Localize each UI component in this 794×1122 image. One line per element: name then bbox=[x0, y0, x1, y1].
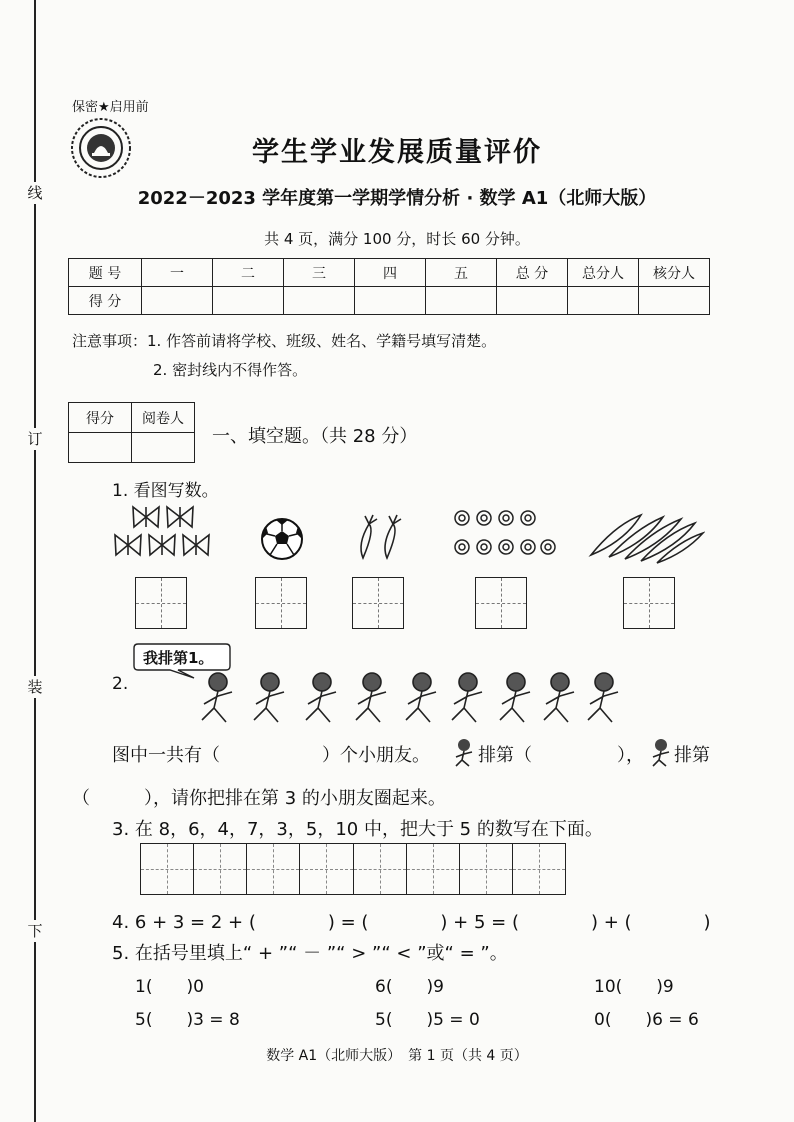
q5-item: 1( )0 bbox=[135, 977, 204, 997]
score-table-header-row bbox=[69, 259, 710, 287]
score-header-cell: 三 bbox=[284, 259, 355, 287]
running-child-icon bbox=[202, 673, 232, 722]
q2-line1-d: ）， bbox=[617, 745, 644, 766]
margin-label-zhuang: 装 bbox=[27, 678, 43, 696]
score-header-cell: 四 bbox=[355, 259, 426, 287]
score-input-cell[interactable] bbox=[142, 287, 213, 315]
score-header-cell: 总分人 bbox=[568, 259, 639, 287]
secret-mark: 保密★启用前 bbox=[72, 100, 149, 115]
grader-name-cell[interactable] bbox=[132, 433, 195, 463]
score-row-label: 得 分 bbox=[69, 287, 142, 315]
q4-text: 4. 6 + 3 = 2 + ( ) = ( ) + 5 = ( ) + ( ) bbox=[112, 912, 711, 933]
running-kids-illustration bbox=[196, 668, 636, 730]
q1-answer-box[interactable] bbox=[255, 577, 307, 629]
score-input-cell[interactable] bbox=[426, 287, 497, 315]
score-input-cell[interactable] bbox=[284, 287, 355, 315]
score-table bbox=[68, 258, 710, 315]
q1-answer-box[interactable] bbox=[475, 577, 527, 629]
q2-line1-e: 排第 bbox=[674, 745, 710, 766]
score-input-cell[interactable] bbox=[213, 287, 284, 315]
speech-bubble-text: 我排第1。 bbox=[143, 649, 214, 667]
running-child-icon bbox=[452, 673, 482, 722]
q3-grid-cell[interactable] bbox=[141, 844, 194, 894]
q5-item: 6( )9 bbox=[375, 977, 444, 997]
score-header-cell: 总 分 bbox=[497, 259, 568, 287]
exam-title: 学生学业发展质量评价 bbox=[252, 137, 542, 168]
q3-grid-cell[interactable] bbox=[460, 844, 513, 894]
score-input-cell[interactable] bbox=[497, 287, 568, 315]
q3-grid-cell[interactable] bbox=[247, 844, 300, 894]
score-input-cell[interactable] bbox=[639, 287, 710, 315]
q3-grid-cell[interactable] bbox=[300, 844, 353, 894]
q5-item: 5( )5 = 0 bbox=[375, 1010, 480, 1030]
q2-line1-a: 图中一共有（ bbox=[112, 745, 220, 766]
q3-grid-cell[interactable] bbox=[513, 844, 565, 894]
score-header-cell: 核分人 bbox=[639, 259, 710, 287]
grader-name-label: 阅卷人 bbox=[132, 403, 195, 433]
margin-label-xian: 线 bbox=[27, 184, 43, 202]
q2-line2: （ ），请你把排在第 3 的小朋友圈起来。 bbox=[72, 788, 446, 809]
running-child-icon bbox=[544, 673, 574, 722]
q2-number: 2. bbox=[112, 674, 129, 694]
feather-icon bbox=[585, 505, 705, 565]
soccer-ball-icon bbox=[260, 517, 304, 561]
section-1-title: 一、填空题。（共 28 分） bbox=[212, 426, 418, 447]
exam-info: 共 4 页，满分 100 分，时长 60 分钟。 bbox=[264, 230, 530, 248]
q5-label: 5. 在括号里填上“ + ”“ － ”“ > ”“ < ”或“ = ”。 bbox=[112, 943, 508, 964]
running-child-icon bbox=[306, 673, 336, 722]
q1-answer-box[interactable] bbox=[352, 577, 404, 629]
butterfly-icon bbox=[110, 503, 220, 563]
running-child-icon bbox=[254, 673, 284, 722]
q1-label: 1. 看图写数。 bbox=[112, 481, 219, 501]
q5-item: 10( )9 bbox=[594, 977, 674, 997]
q5-item: 0( )6 = 6 bbox=[594, 1010, 699, 1030]
q2-line1-b: ）个小朋友。 bbox=[322, 745, 430, 766]
margin-label-ding: 订 bbox=[27, 430, 43, 448]
q3-answer-grid[interactable] bbox=[140, 843, 566, 895]
margin-label-xia: 下 bbox=[27, 922, 43, 940]
small-child-icon bbox=[452, 738, 476, 768]
notes-line-2: 2. 密封线内不得作答。 bbox=[153, 361, 308, 379]
carrot-icon bbox=[349, 514, 407, 564]
score-table-score-row bbox=[69, 287, 710, 315]
q3-grid-cell[interactable] bbox=[407, 844, 460, 894]
score-header-cell: 五 bbox=[426, 259, 497, 287]
running-child-icon bbox=[406, 673, 436, 722]
page-footer: 数学 A1（北师大版） 第 1 页（共 4 页） bbox=[266, 1048, 528, 1064]
q1-answer-box[interactable] bbox=[623, 577, 675, 629]
running-child-icon bbox=[356, 673, 386, 722]
score-input-cell[interactable] bbox=[355, 287, 426, 315]
grader-table bbox=[68, 402, 195, 463]
score-header-cell: 一 bbox=[142, 259, 213, 287]
small-child-icon bbox=[650, 738, 672, 768]
score-header-cell: 二 bbox=[213, 259, 284, 287]
q1-answer-box[interactable] bbox=[135, 577, 187, 629]
running-child-icon bbox=[500, 673, 530, 722]
score-header-cell: 题 号 bbox=[69, 259, 142, 287]
q3-grid-cell[interactable] bbox=[194, 844, 247, 894]
exam-subtitle: 2022－2023 学年度第一学期学情分析 · 数学 A1（北师大版） bbox=[137, 188, 657, 209]
grader-score-cell[interactable] bbox=[69, 433, 132, 463]
flower-icon bbox=[448, 505, 558, 563]
q3-grid-cell[interactable] bbox=[354, 844, 407, 894]
running-child-icon bbox=[588, 673, 618, 722]
score-input-cell[interactable] bbox=[568, 287, 639, 315]
q5-item: 5( )3 = 8 bbox=[135, 1010, 240, 1030]
q3-label: 3. 在 8，6，4，7，3，5，10 中，把大于 5 的数写在下面。 bbox=[112, 819, 603, 840]
notes-line-1: 注意事项：1. 作答前请将学校、班级、姓名、学籍号填写清楚。 bbox=[72, 332, 497, 350]
grader-score-label: 得分 bbox=[69, 403, 132, 433]
q2-line1-c: 排第（ bbox=[478, 745, 532, 766]
